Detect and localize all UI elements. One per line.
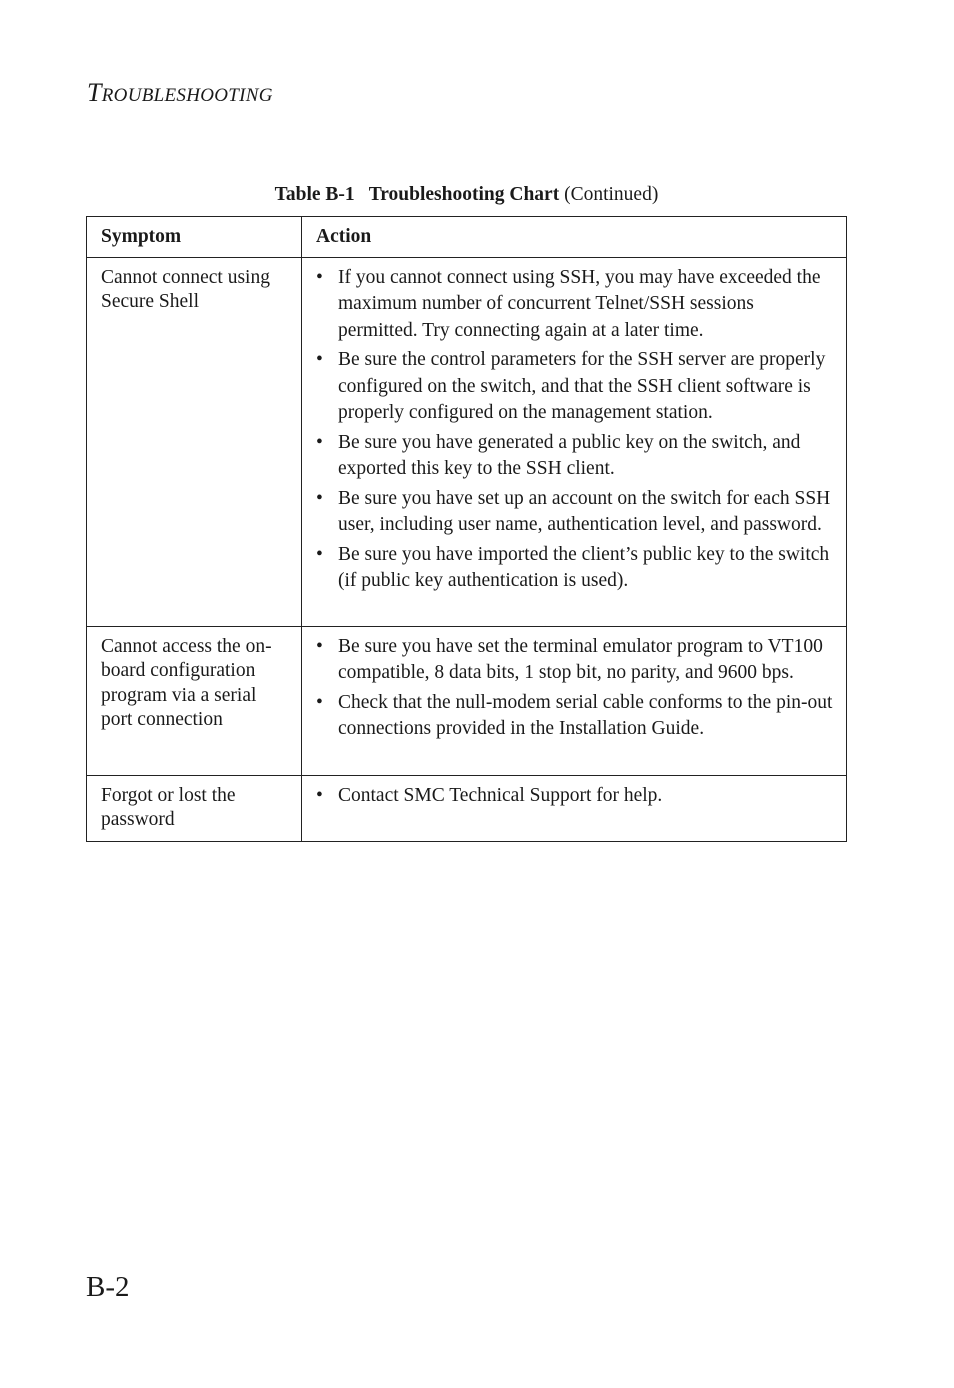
symptom-cell: Forgot or lost the password: [87, 775, 302, 841]
action-item: [316, 634, 838, 687]
action-cell: [302, 257, 847, 626]
action-text: Be sure the control parameters for the SSH server are properly configured on the switch, and that the SSH client software is properly configured on the management station.: [338, 349, 826, 423]
table-caption-label: Table B-1: [274, 184, 355, 205]
action-item: [316, 690, 838, 743]
bullet-icon: •: [316, 543, 323, 565]
bullet-icon: •: [316, 784, 323, 806]
bullet-icon: •: [316, 349, 323, 370]
action-text: If you cannot connect using SSH, you may have exceeded the maximum number of concurrent Telnet/SSH sessions permitted. Try connecting again at a later time.: [338, 266, 821, 341]
symptom-cell: Cannot connect using Secure Shell: [87, 257, 302, 626]
bullet-icon: •: [316, 431, 323, 453]
action-list: [316, 783, 838, 810]
table-row: [87, 775, 847, 841]
page-number: B-2: [86, 1271, 130, 1303]
action-cell: [302, 775, 847, 841]
action-item: [316, 783, 838, 810]
symptom-cell: Cannot access the on-board configuration program via a serial port connection: [87, 626, 302, 775]
bullet-icon: •: [316, 266, 323, 288]
running-header: [87, 80, 273, 106]
bullet-icon: •: [316, 487, 323, 509]
action-text: Be sure you have imported the client’s public key to the switch (if public key authentication is used).: [338, 543, 830, 591]
action-item: [316, 347, 838, 427]
troubleshooting-table: [86, 216, 847, 842]
action-text: Be sure you have set up an account on the switch for each SSH user, including user name, authentication level, and password.: [338, 487, 831, 535]
column-header-action: Action: [302, 217, 847, 258]
bullet-icon: •: [316, 691, 323, 713]
action-list: [316, 265, 838, 595]
column-header-symptom: Symptom: [87, 217, 302, 258]
action-item: [316, 265, 838, 345]
action-item: [316, 430, 838, 483]
action-item: [316, 542, 838, 595]
table-caption-title: Troubleshooting Chart: [368, 184, 560, 205]
table-caption-suffix: (Continued): [564, 184, 659, 205]
action-text: Contact SMC Technical Support for help.: [338, 784, 663, 806]
action-item: [316, 486, 838, 539]
running-header-initial: T: [87, 78, 102, 107]
action-list: [316, 634, 838, 743]
table-row: [87, 626, 847, 775]
action-cell: [302, 626, 847, 775]
table-caption: [86, 183, 847, 207]
action-text: Check that the null-modem serial cable conforms to the pin-out connections provided in the Installation Guide.: [338, 691, 833, 739]
bullet-icon: •: [316, 635, 323, 657]
action-text: Be sure you have generated a public key on the switch, and exported this key to the SSH client.: [338, 431, 801, 479]
table-header-row: [87, 217, 847, 258]
table-row: [87, 257, 847, 626]
running-header-rest: ROUBLESHOOTING: [101, 85, 273, 106]
action-text: Be sure you have set the terminal emulator program to VT100 compatible, 8 data bits, 1 stop bit, no parity, and 9600 bps.: [338, 635, 823, 683]
